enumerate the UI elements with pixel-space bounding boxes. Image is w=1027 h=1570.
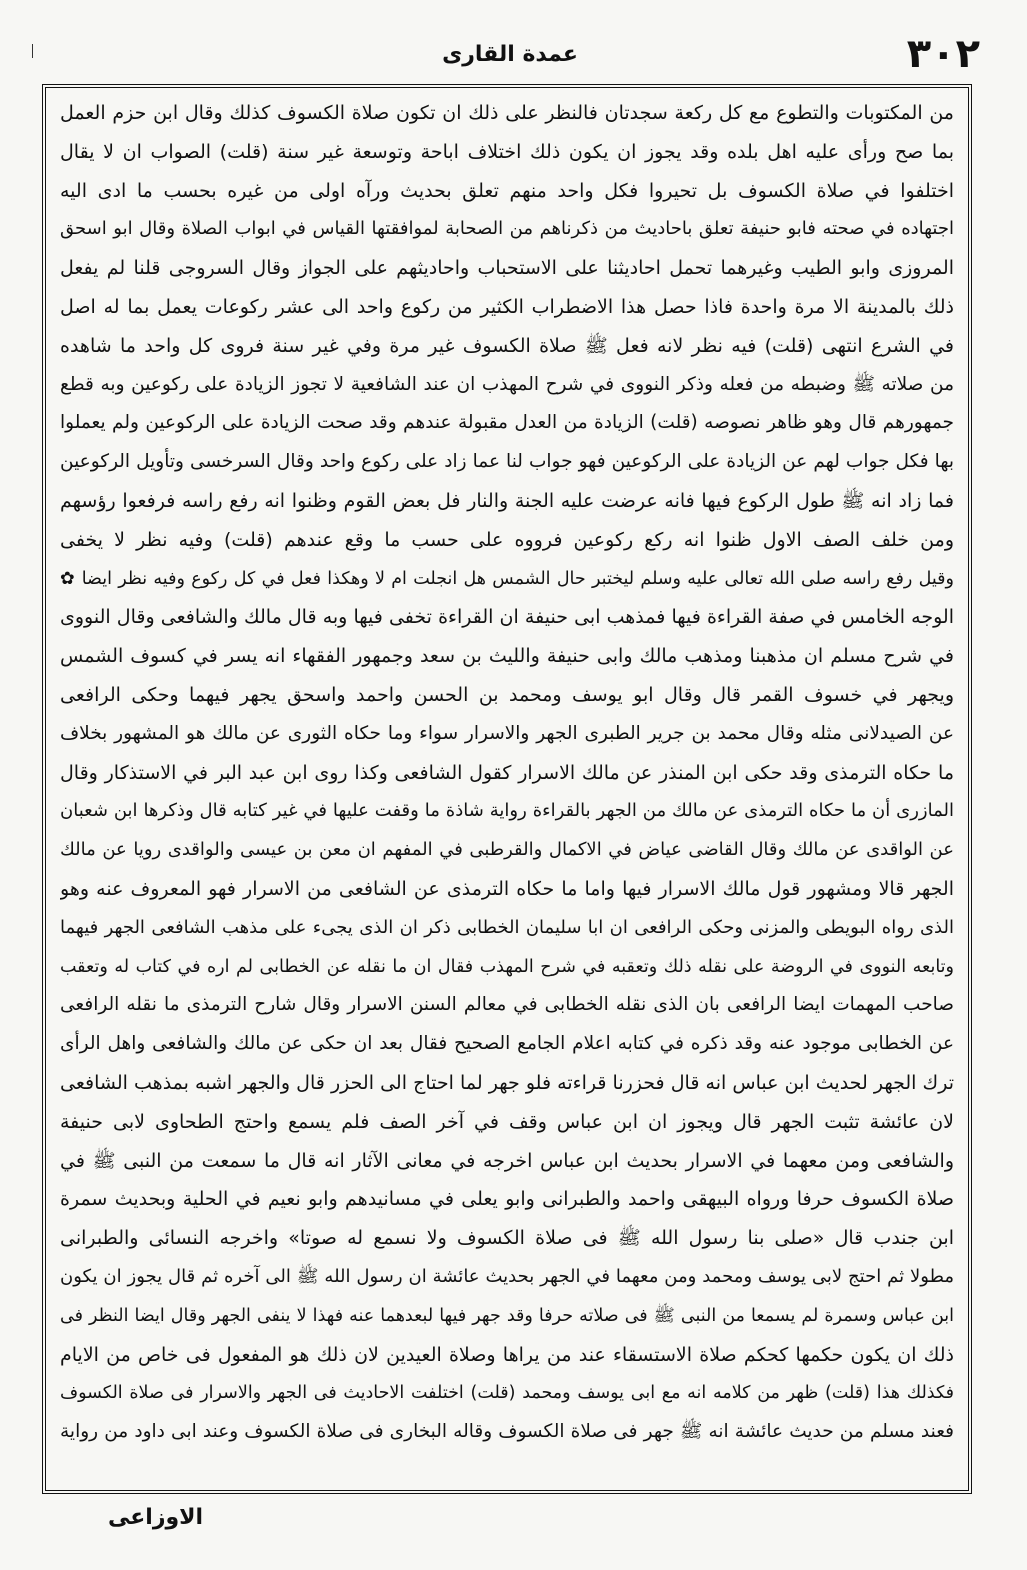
text-line: في الشرع انتهى (قلت) فيه نظر لانه فعل ﷺ صلاة الكسوف غير مرة وفي غير سنة فروى كل واحد ما شاهده [60,334,954,357]
text-line: وتابعه النووى في الروضة على نقله ذلك وتعقبه في شرح المهذب فقال ان ما نقله عن الخطابى لم اره في كتاب له وتعقب [60,956,954,977]
text-frame [42,84,972,1494]
text-line: بها فكل جواب لهم عن الزيادة على الركوعين فهو جواب لنا عما زاد على ركوع واحد وقال السرخسى وتأويل الركوعين [60,451,954,473]
text-line: الذى رواه البويطى والمزنى وحكى الرافعى ان ابا سليمان الخطابى ذكر ان الذى يجىء على مذهب الشافعى الجهر فيهما [60,916,954,938]
text-line: فكذلك هذا (قلت) ظهر من كلامه انه مع ابى يوسف ومحمد (قلت) اختلفت الاحاديث فى الجهر والاسرار فى صلاة الكسوف [60,1383,954,1404]
page-header [40,22,980,82]
text-line: ذلك بالمدينة الا مرة واحدة فاذا حصل هذا الاضطراب الكثير من ركوع واحد الى عشر ركوعات يعمل بما له اصل [60,295,954,318]
text-line: المروزى وابو الطيب وغيرهما تحمل احاديثنا على الاستحباب واحاديثهم على الجواز وقال السروجى قلنا لم يفعل [60,257,954,280]
text-line: جمهورهم قال وهو ظاهر نصوصه (قلت) الزيادة من العدل مقبولة عندهم وقد صحت الزيادة على الركوعين ولم يعملوا [60,412,954,434]
text-line: من صلاته ﷺ وضبطه من فعله وذكر النووى في شرح المهذب ان عند الشافعية لا تجوز الزيادة على ركوعين وبه قطع [60,373,954,395]
text-line: مطولا ثم احتج لابى يوسف ومحمد ومن معهما في الجهر بحديث عائشة ان رسول الله ﷺ الى آخره ثم قال يجوز ان يكون [60,1265,954,1287]
text-line: اجتهاده في صحته فابو حنيفة تعلق باحاديث من ذكرناهم من الصحابة لموافقتها القياس في ابواب الصلاة وقال ابو اسحق [60,218,954,240]
text-line: في شرح مسلم ان مذهبنا ومذهب مالك وابى حنيفة والليث بن سعد وجمهور الفقهاء انه يسر في كسوف الشمس [60,645,954,668]
text-line: وقيل رفع راسه صلى الله تعالى عليه وسلم ليختبر حال الشمس هل انجلت ام لا وهكذا فعل في كل ركوع وفيه نظر ايضا ✿ [60,568,954,589]
text-line: المازرى أن ما حكاه الترمذى عن مالك من الجهر بالقراءة رواية شاذة ما وقفت عليها في غير كتابه قال وذكرها ابن شعبان [60,800,954,822]
text-line: ويجهر في خسوف القمر قال وقال ابو يوسف ومحمد بن الحسن واحمد واسحق يجهر فيهما وحكى الرافعى [60,683,954,706]
text-line: اختلفوا في صلاة الكسوف بل تحيروا فكل واحد منهم تعلق بحديث ورآه اولى من غيره بحسب ما ادى اليه [60,179,954,202]
catchword: الاوزاعى [108,1505,204,1530]
text-line: فما زاد انه ﷺ طول الركوع فيها فانه عرضت عليه الجنة والنار فل بعض القوم وظنوا انه رفع راسه فرفعوا رؤسهم [60,489,954,512]
text-line: ومن خلف الصف الاول ظنوا انه ركع ركوعين فرووه على حسب ما وقع عندهم (قلت) وفيه نظر لا يخفى [60,528,954,551]
running-title: عمدة القارى [442,42,578,67]
text-line: ابن عباس وسمرة لم يسمعا من النبى ﷺ فى صلاته حرفا وقد جهر فيها لبعدهما عنه فهذا لا ينفى الجهر وقال ايضا النظر فى [60,1305,954,1326]
text-line: عن الخطابى موجود عنه وقد ذكره في كتابه اعلام الجامع الصحيح فقال بعد ان حكى عن مالك والشافعى واهل الرأى [60,1033,954,1055]
text-line: لان عائشة تثبت الجهر قال ويجوز ان ابن عباس وقف في آخر الصف فلم يسمع واحتج الطحاوى لابى حنيفة [60,1110,954,1133]
text-line: الوجه الخامس في صفة القراءة فيها فمذهب ابى حنيفة ان القراءة تخفى فيها وبه قال مالك والشافعى وقال النووى [60,606,954,629]
text-line: فعند مسلم من حديث عائشة انه ﷺ جهر فى صلاة الكسوف وقاله البخارى فى صلاة الكسوف وعند ابى داود من رواية [60,1421,954,1443]
margin-mark [32,44,33,58]
text-line: عن الواقدى عن مالك وقال القاضى عياض في الاكمال والقرطبى في المفهم ان معن بن عيسى والواقدى رويا عن مالك [60,839,954,861]
body-text [60,94,954,1452]
text-line: عن الصيدلانى مثله وقال محمد بن جرير الطبرى الجهر والاسرار سواء وما حكاه الثورى عن مالك هو المشهور بخلاف [60,722,954,744]
text-line: ما حكاه الترمذى وقد حكى ابن المنذر عن مالك الاسرار كقول الشافعى وكذا روى ابن عبد البر في الاستذكار وقال [60,761,954,784]
text-line: ابن جندب قال «صلى بنا رسول الله ﷺ فى صلاة الكسوف ولا نسمع له صوتا» واخرجه النسائى والطبرانى [60,1227,954,1250]
text-line: صلاة الكسوف حرفا ورواه البيهقى واحمد والطبرانى وابو يعلى في مسانيدهم وابو نعيم في الحلية وبحديث سمرة [60,1188,954,1211]
text-line: ترك الجهر لحديث ابن عباس انه قال فحزرنا قراءته فلو جهر لما احتاج الى الحزر قال والجهر اشبه بمذهب الشافعى [60,1071,954,1094]
text-line: صاحب المهمات ايضا الرافعى بان الذى نقله الخطابى في معالم السنن الاسرار وقال شارح الترمذى ما نقله الرافعى [60,994,954,1016]
text-line: ذلك ان يكون حكمها كحكم صلاة الاستسقاء عند من يراها وصلاة العيدين لان ذلك هو المفعول فى خاص من الايام [60,1343,954,1366]
text-line: والشافعى ومن معهما في الاسرار بحديث ابن عباس اخرجه في معانى الآثار انه قال ما سمعت من النبى ﷺ في [60,1149,954,1172]
page-number: ٣٠٢ [906,31,980,77]
text-line: بما صح ورأى عليه اهل بلده وقد يجوز ان يكون ذلك اختلاف اباحة وتوسعة غير سنة (قلت) الصواب ان لا يقال [60,140,954,163]
text-line: من المكتوبات والتطوع مع كل ركعة سجدتان فالنظر على ذلك ان تكون صلاة الكسوف كذلك وقال ابن حزم العمل [60,102,954,124]
text-line: الجهر قالا ومشهور قول مالك الاسرار فيها واما ما حكاه الترمذى عن الشافعى من الاسرار فهو المعروف عنه وهو [60,877,954,900]
